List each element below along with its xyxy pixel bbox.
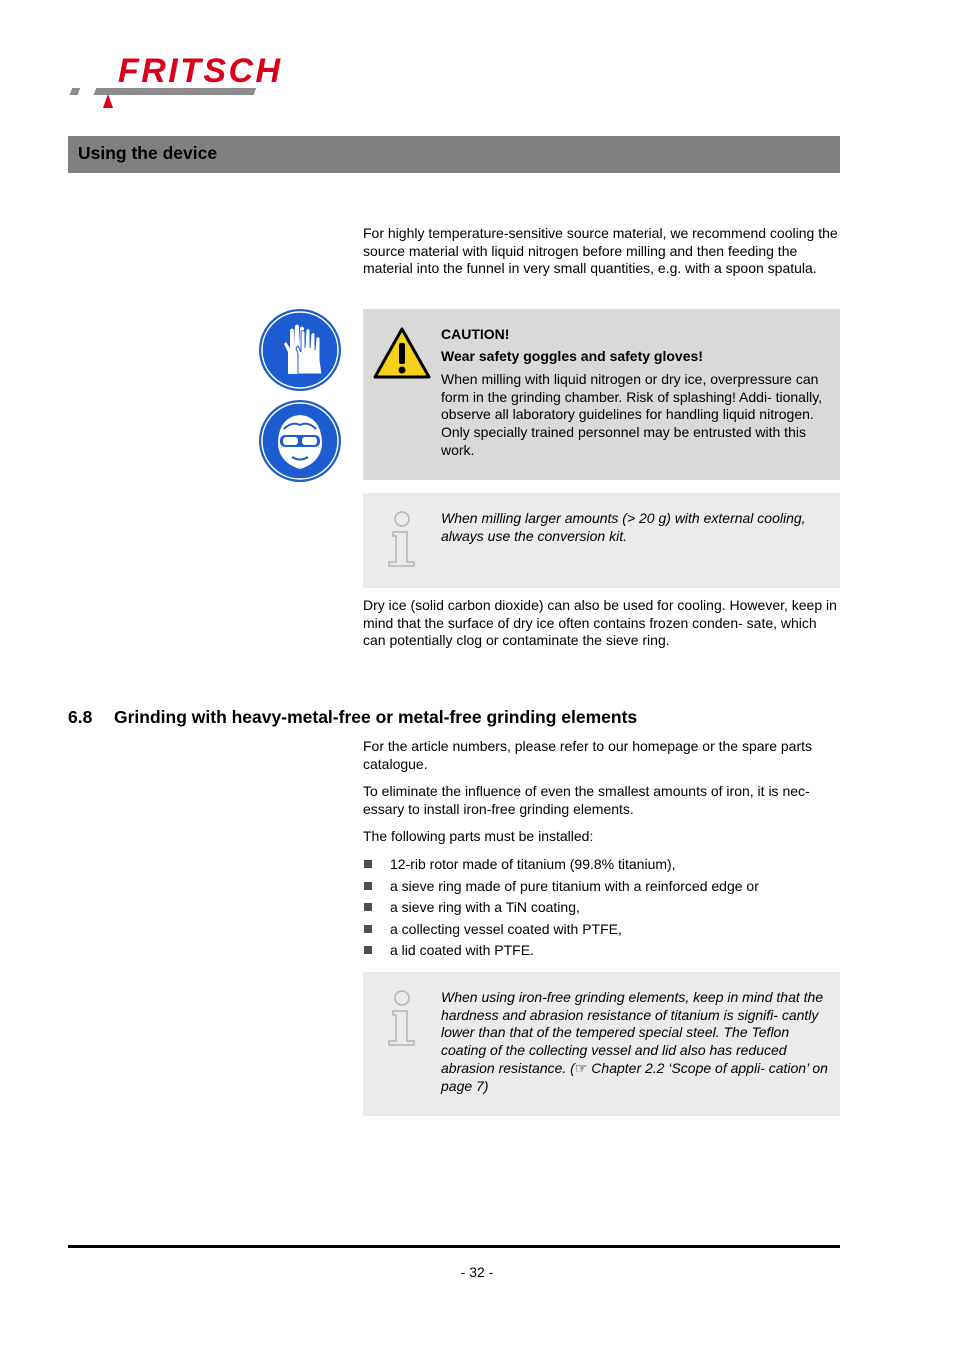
list-item: a sieve ring made of pure titanium with a reinforced edge or — [363, 878, 841, 900]
info-icon — [387, 990, 417, 1046]
list-item: a sieve ring with a TiN coating, — [363, 899, 841, 921]
bullet-square-icon — [364, 882, 372, 890]
chapter-link[interactable]: Chapter 2.2 ‘Scope of appli- cation’ on page 7 — [441, 1059, 828, 1094]
section-paragraph-1: For the article numbers, please refer to our homepage or the spare parts catalogue. — [363, 738, 813, 772]
caution-subheading: Wear safety goggles and safety gloves! — [441, 348, 703, 364]
section-paragraph-2: To eliminate the influence of even the smallest amounts of iron, it is nec- essary to install iron-free grinding elements. — [363, 783, 810, 817]
section-title: Grinding with heavy-metal-free or metal-free grinding elements — [114, 707, 638, 727]
caution-heading: CAUTION! — [441, 326, 510, 342]
list-item: 12-rib rotor made of titanium (99.8% titanium), — [363, 856, 841, 878]
gloves-icon — [258, 308, 342, 392]
list-item: a collecting vessel coated with PTFE, — [363, 921, 841, 943]
bullet-square-icon — [364, 925, 372, 933]
parts-list — [363, 856, 841, 964]
page-section-title: Using the device — [78, 143, 218, 163]
list-item: a lid coated with PTFE. — [363, 942, 841, 964]
caution-text: When milling with liquid nitrogen or dry ice, overpressure can form in the grinding chamber. Risk of splashing! Addi- tionally, observe all laboratory guidelines for handling liquid nitrogen. Only specially trained personnel may be entrusted with this work. — [441, 371, 823, 458]
pointing-hand-icon: ☞ — [574, 1059, 592, 1076]
section-header-bar — [68, 136, 840, 173]
bullet-square-icon — [364, 946, 372, 954]
fritsch-logo — [66, 50, 286, 112]
warning-triangle-icon — [372, 326, 432, 380]
dry-ice-paragraph: Dry ice (solid carbon dioxide) can also be used for cooling. However, keep in mind that the surface of dry ice often contains frozen conden- sate, which can potentially clog or contaminate the sieve ring. — [363, 597, 837, 649]
section-heading — [68, 707, 848, 728]
bullet-square-icon — [364, 860, 372, 868]
intro-paragraph: For highly temperature-sensitive source material, we recommend cooling the source material with liquid nitrogen before milling and then feeding the material into the funnel in very small quantities, e.g. with a spoon spatula. — [363, 225, 838, 277]
logo-text: FRITSCH — [118, 52, 280, 90]
footer-rule — [68, 1245, 840, 1248]
info-text: When using iron-free grinding elements, keep in mind that the hardness and abrasion resistance of titanium is signifi- cantly lower than that of the tempered special steel. The Teflon coating of the collecting vessel and lid also has reduced abrasion resistance. (☞ Chapter 2.2 ‘Scope of appli- cation’ on page 7) — [441, 989, 828, 1094]
info-icon — [387, 511, 417, 567]
page-number: - 32 - — [460, 1264, 494, 1280]
info-text: When milling larger amounts (> 20 g) with external cooling, always use the conversion kit. — [441, 510, 806, 544]
section-number: 6.8 — [68, 707, 93, 727]
bullet-square-icon — [364, 903, 372, 911]
goggles-icon — [258, 399, 342, 483]
section-paragraph-3: The following parts must be installed: — [363, 828, 594, 844]
